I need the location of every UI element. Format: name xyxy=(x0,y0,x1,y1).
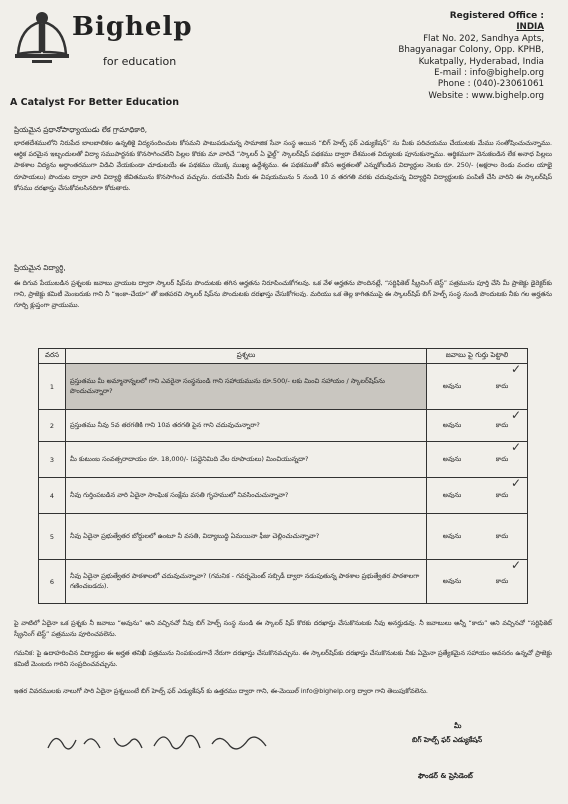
answer-yes[interactable]: అవును xyxy=(427,442,478,478)
brand-subtitle: for education xyxy=(103,55,177,68)
answer-no-label: కాదు xyxy=(495,420,509,429)
answer-yes[interactable]: అవును xyxy=(427,560,478,604)
sign-off: మీ xyxy=(454,722,462,730)
answer-yes[interactable]: అవును xyxy=(427,478,478,514)
col-header-questions: ప్రశ్నలు xyxy=(66,349,427,364)
tagline: A Catalyst For Better Education xyxy=(10,97,179,108)
answer-no[interactable] xyxy=(477,478,528,514)
table-row xyxy=(39,514,528,560)
office-address-line: Kukatpally, Hyderabad, India xyxy=(418,56,544,67)
office-address-line: Bhagyanagar Colony, Opp. KPHB, xyxy=(398,45,544,56)
answer-no[interactable] xyxy=(477,514,528,560)
note-paragraph: గమనిక: పై ఉదాహరించిన విద్యార్థుల ఈ అర్హత తనిఖీ పత్రమును నింపకుండగానే నేరుగా దరఖాస్తు చేసుకొనవచ్చును. ఈ స్కాలర్‌షిప్‌కు దరఖాస్తు చేసుకొనుటకు నీకు ఏమైనా ప్రత్యేకమైన సహాయం అవసరం ఉన్నచో ప్రాజెక్టు కమిటీ మెంబరు గారిని సంప్రదించవచ్చును. xyxy=(14,649,552,669)
answer-no[interactable] xyxy=(477,442,528,478)
table-row xyxy=(39,364,528,410)
greeting-student: ప్రియమైన విద్యార్థి, xyxy=(14,263,66,272)
office-address-line: Flat No. 202, Sandhya Apts, xyxy=(423,33,544,44)
eligibility-paragraph: ఈ దిగువ పేయుబడిన ప్రశ్నలకు జవాబు వ్రాయుట ద్వారా స్కాలర్ షిప్‌ను పొందుటకు తగిన అర్హతను నిరూపించుకోగలవు. ఒక వేళ అర్హతను పొందినట్లే, “సర్టిఫికెట్ స్క్రీనింగ్ టెస్ట్” పత్రమును పూర్తి చేసి మీ ప్రాజెక్టు డైరెక్టర్‌కు గాని, ప్రాజెక్టు కమిటీ మెంబరుకు గాని నీ “ఇంకా-చేయా” తో జతపరచి స్కాలర్ షిప్‌ను పొందుటకు దరఖాస్తు చేసుకోగలవు. మరియు ఒక తెల్ల కాగితముపై ఈ స్కాలర్‌షిప్ బిగ్ హెల్ప్ సంస్థ నుండి పొందుటకు నీకు గల అర్హతను గూర్చి క్లుప్తంగా వ్రాయుము. xyxy=(14,279,552,310)
eligibility-table xyxy=(38,348,528,604)
answer-yes[interactable]: అవును xyxy=(427,364,478,410)
row-question: నీవు ఏదైనా ప్రభుత్వేతర పాఠశాలలో చదువుచున్నావా? (గమనిక - గవర్నమెంట్ సబ్సిడీ ద్వారా నడుపుతున్న పాఠశాల ప్రభుత్వేతర పాఠశాలగా గణించబడదు). xyxy=(66,560,427,604)
office-title: Registered Office : xyxy=(449,11,544,21)
signatory-role: ఫౌండర్ & ప్రెసిడెంట్ xyxy=(418,772,473,780)
row-number: 4 xyxy=(39,478,66,514)
answer-yes[interactable]: అవును xyxy=(427,514,478,560)
answer-no-label: కాదు xyxy=(495,490,509,499)
row-question: మీ కుటుంబ సంవత్సరాదాయం రూ. 18,000/- (పద్దెనిమిది వేల రూపాయలు) మించియున్నదా? xyxy=(66,442,427,478)
handwritten-signature xyxy=(44,726,284,758)
table-header-row xyxy=(39,349,528,364)
contact-paragraph: ఇతర వివరములకు నాలుగో సారి ఏదైనా ప్రశ్నలుంటే బిగ్ హెల్ప్ ఫర్ ఎడ్యుకేషన్ కు ఉత్తరము ద్వారా గాని, ఈ-మెయిల్ info@bighelp.org ద్వారా గాని తెలుపుకోవలెను. xyxy=(14,687,428,695)
check-mark-icon: ✓ xyxy=(510,440,521,454)
answer-no-label: కాదు xyxy=(495,381,509,390)
table-row xyxy=(39,442,528,478)
row-number: 6 xyxy=(39,560,66,604)
office-website: Website : www.bighelp.org xyxy=(428,90,544,101)
office-phone: Phone : (040)-23061061 xyxy=(437,79,544,90)
answer-no-label: కాదు xyxy=(495,576,509,585)
office-country: INDIA xyxy=(516,22,544,33)
col-header-answer: జవాబు పై గుర్తు పెట్టాలి xyxy=(427,349,528,364)
row-question: నీవు ఏదైనా ప్రభుత్వేతర బోర్డులలో ఉంటూ నీ వసతి, విద్యాబుద్ధి ఏమయినా ఫీజు చెల్లించుచున్నావా? xyxy=(66,514,427,560)
table-row xyxy=(39,560,528,604)
answer-no[interactable] xyxy=(477,560,528,604)
brand-name: Bighelp xyxy=(72,12,193,42)
col-header-serial: వరస xyxy=(39,349,66,364)
answer-no-label: కాదు xyxy=(495,454,509,463)
row-question: ప్రస్తుతము మీ అమ్మానాన్నలలో గాని ఎవరైనా సంస్థనుండి గాని సహాయమును రూ.500/- లకు మించి సహాయం / స్కాలర్‌షిప్‌ను పొందుచున్నారా? xyxy=(66,364,427,410)
greeting-headmaster: ప్రియమైన ప్రధానోపాధ్యాయుడు లేక గ్రామాధికారి, xyxy=(14,125,148,134)
intro-paragraph: భారతదేశములోని నిరుపేద బాలబాలికల ఉన్నతికై విద్యనందించుట కోసమని పాటుపడుచున్న సామాజిక సేవా సంస్థ అయిన “బిగ్ హెల్ప్ ఫర్ ఎడ్యుకేషన్” ను మీకు పరిచయము చేయుటకు మేము సంతోషించుచున్నాము. ఆర్థిక పరమైన ఇబ్బందులతో విద్యా సముపార్జనకు కొనసాగించలేని పిల్లల కొరకు మా వారిచే “స్కాలర్ ఏ ఛైల్డ్” స్కాలర్‌షిప్ పథకము ద్వారా దేశమంత విద్యుటకు పూనుకున్నాము. ఆర్థికముగా వెనుకబడిన లేక అనాధ పిల్లలు పాఠశాల విద్యను అర్ధాంతరముగా విడిచి వేయకుండా చూడుటయే ఈ పథకము యొక్క ముఖ్య ఉద్దేశ్యము. ఈ పథకముతో కనీస అర్హతలతో ఎన్నుకోబడిన విద్యార్థుల నెలకు రూ. 250/- (అక్షరాల రెండు వందల యాభై రూపాయలు) పొందుట ద్వారా వారి విద్యార్థి జీవితమును కొనసాగించ వచ్చును. దయచేసి మీరు ఈ విషయమును 5 నుండి 10 వ తరగతి వరకు చదువుచున్న విద్యార్థిని విద్యార్థులకు పంపిణీ చేసి వారిని ఈ స్కాలర్‌షిప్ కోసము దరఖాస్తు చేసుకోవలసినదిగా కోరుతారు. xyxy=(14,139,552,192)
row-number: 2 xyxy=(39,410,66,442)
row-number: 5 xyxy=(39,514,66,560)
registered-office-block xyxy=(398,11,544,102)
row-number: 1 xyxy=(39,364,66,410)
row-number: 3 xyxy=(39,442,66,478)
row-question: నీవు గుర్తింపబడిన వారి ఏదైనా సాంఘిక సంక్షేమ వసతి గృహములో నివసించుచున్నావా? xyxy=(66,478,427,514)
row-question: ప్రస్తుతము నీవు 5వ తరగతికి గాని 10వ తరగతి పైన గాని చదువుచున్నారా? xyxy=(66,410,427,442)
book-logo-icon xyxy=(12,8,72,88)
answer-yes[interactable]: అవును xyxy=(427,410,478,442)
check-mark-icon: ✓ xyxy=(510,408,521,422)
instruction-paragraph: పై వాటిలో ఏదైనా ఒక ప్రశ్నకు నీ జవాబు “అవును” అని వచ్చినచో నీవు బిగ్ హెల్ప్ సంస్థ నుండి ఈ స్కాలర్ షిప్ కొరకు దరఖాస్తు చేసుకొనుటకు నీవు అనర్హుడవు. నీ జవాబులు అన్నీ “కాదు” అని వచ్చినచో “సర్టిఫికెట్ స్క్రీనింగ్ టెస్ట్” పత్రమును పూరించవలెను. xyxy=(14,619,552,639)
answer-no[interactable] xyxy=(477,364,528,410)
table-row xyxy=(39,478,528,514)
check-mark-icon: ✓ xyxy=(510,476,521,490)
signatory-organization: బిగ్ హెల్ప్ ఫర్ ఎడ్యుకేషన్ xyxy=(412,736,483,744)
answer-no[interactable] xyxy=(477,410,528,442)
check-mark-icon: ✓ xyxy=(510,362,521,376)
answer-no-label: కాదు xyxy=(495,531,509,540)
office-email: E-mail : info@bighelp.org xyxy=(434,68,544,79)
check-mark-icon: ✓ xyxy=(510,558,521,572)
table-row xyxy=(39,410,528,442)
